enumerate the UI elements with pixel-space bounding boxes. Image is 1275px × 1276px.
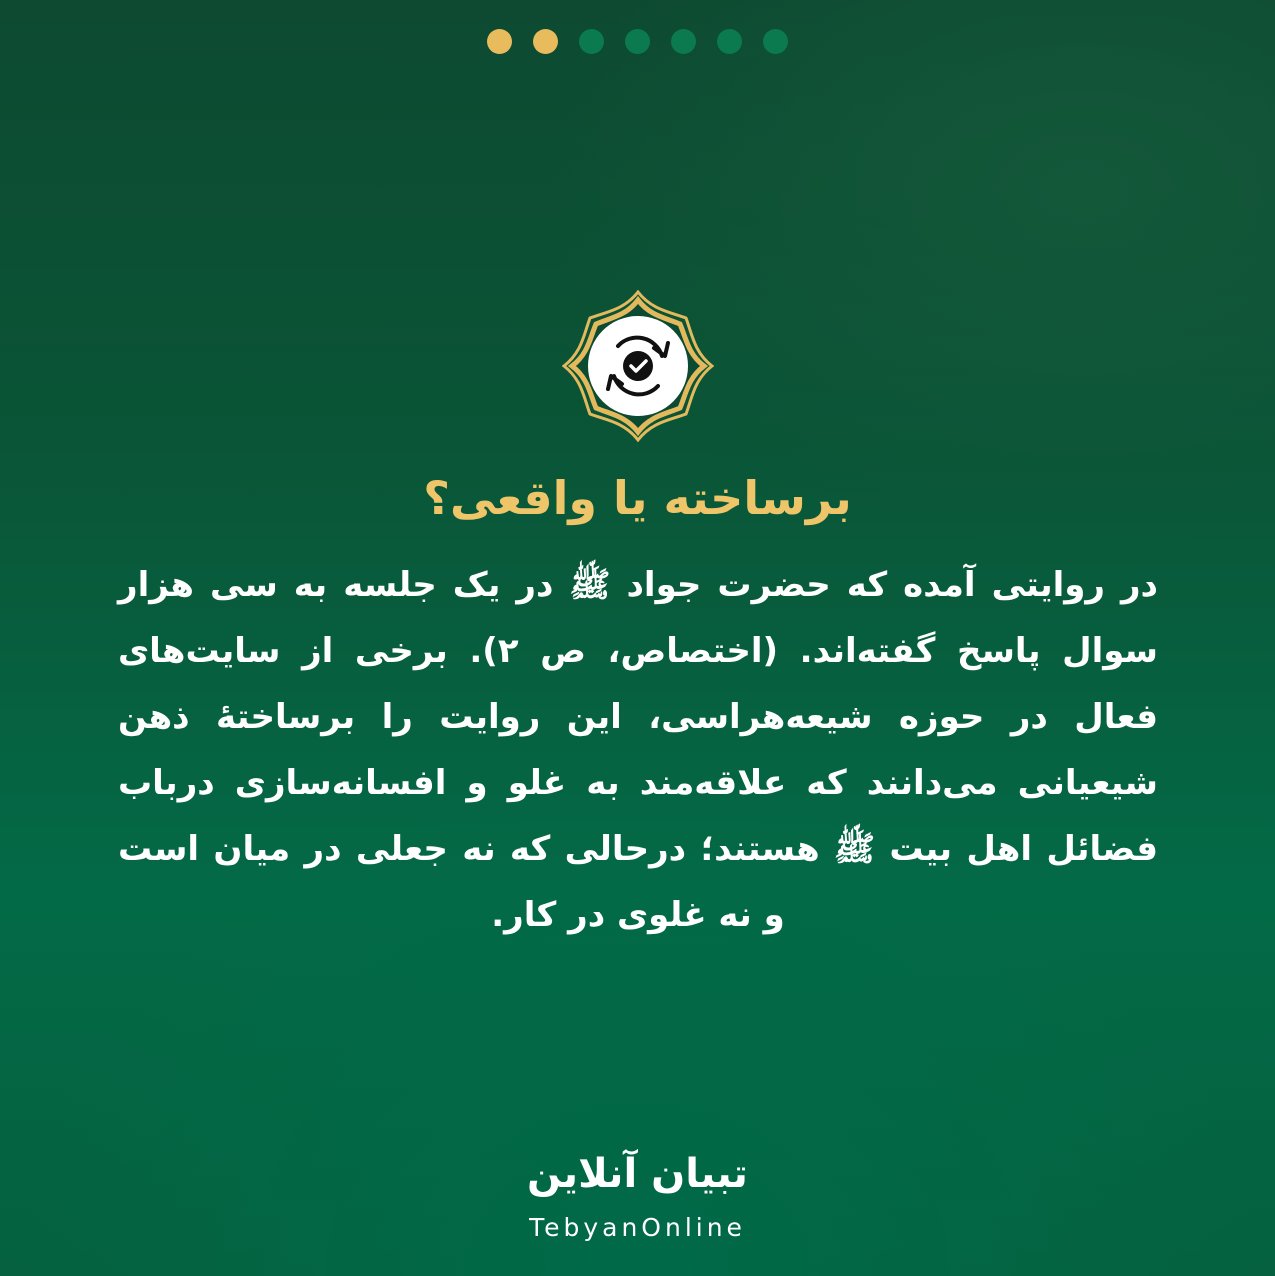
pager-dot <box>579 29 604 54</box>
pager-dot <box>671 29 696 54</box>
pager-dot <box>717 29 742 54</box>
page-title: برساخته یا واقعی؟ <box>423 471 852 525</box>
brand-name-fa: تبیان آنلاین <box>527 1151 748 1197</box>
pager-dot-active <box>533 29 558 54</box>
slide-pager <box>0 29 1275 54</box>
brand-name-en: TebyanOnline <box>529 1213 746 1242</box>
sync-check-icon <box>562 290 714 442</box>
body-paragraph: در روایتی آمده که حضرت جواد ﷺ در یک جلسه به سی هزار سوال پاسخ گفته‌اند. (اختصاص، ص ۲). برخی از سایت‌های فعال در حوزه شیعه‌هراسی، این روایت را برساختهٔ ذهن شیعیانی می‌دانند که علاقه‌مند به غلو و افسانه‌سازی درباب فضائل اهل بیت ﷺ هستند؛ درحالی که نه جعلی در میان است و نه غلوی در کار. <box>118 565 1158 935</box>
pager-dot <box>763 29 788 54</box>
brand-logo <box>0 1146 1275 1248</box>
pager-dot <box>625 29 650 54</box>
pager-dot-active <box>487 29 512 54</box>
